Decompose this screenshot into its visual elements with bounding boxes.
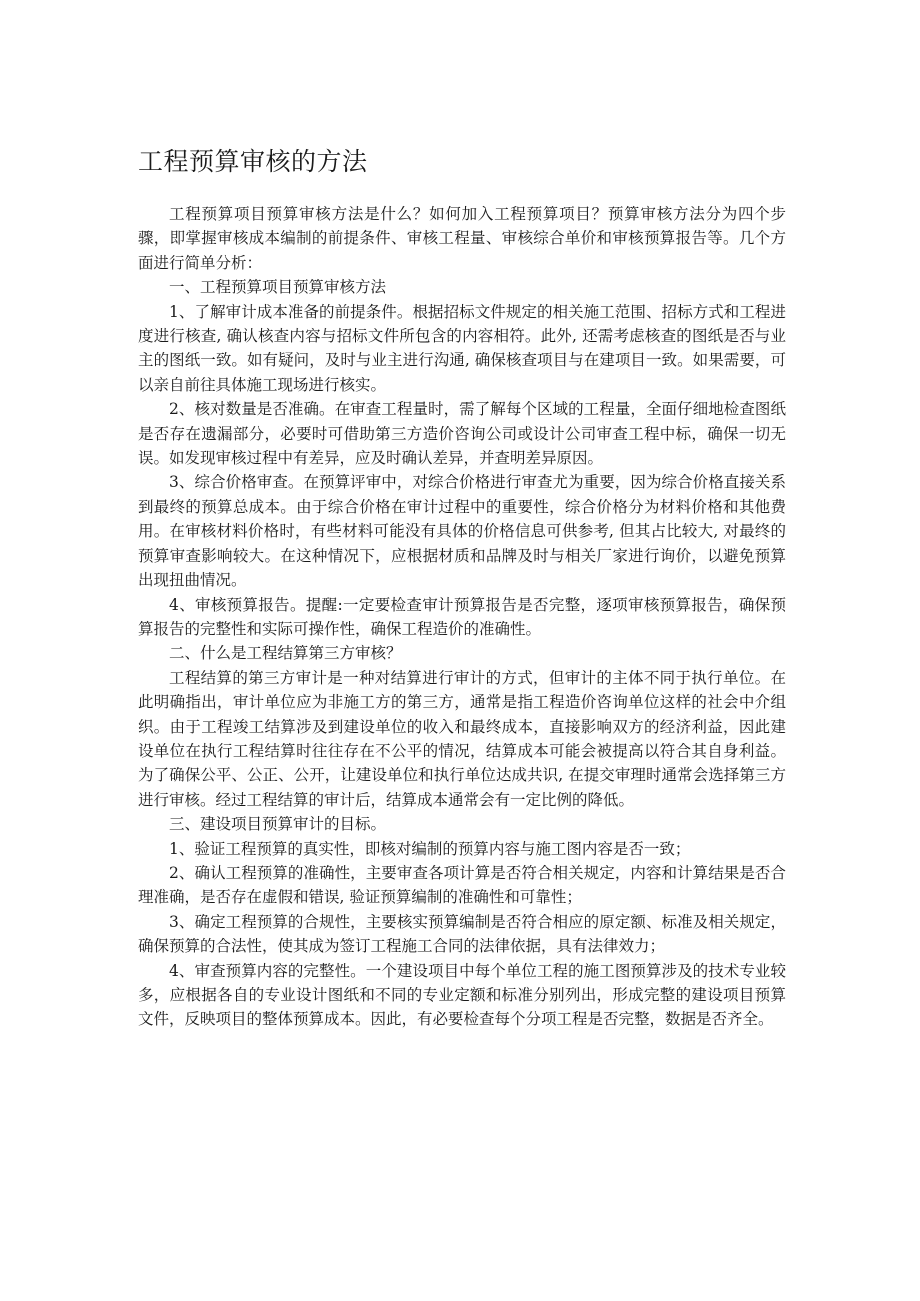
section-2-heading: 二、什么是工程结算第三方审核？ [169, 644, 402, 663]
document-title: 工程预算审核的方法 [138, 147, 368, 176]
section-1-item-3: 3、综合价格审查。在预算评审中，对综合价格进行审查尤为重要，因为综合价格直接关系到最终的预算总成本。由于综合价格在审计过程中的重要性，综合价格分为材料价格和其他费用。在审核材料价格时，有些材料可能没有具体的价格信息可供参考, 但其占比较大, 对最终的预算审查影响较大。在这种情况下，应根据材质和品牌及时与相关厂家进行询价，以避免预算出现扭曲情况。 [138, 473, 786, 590]
section-2-body: 工程结算的第三方审计是一种对结算进行审计的方式，但审计的主体不同于执行单位。在此明确指出，审计单位应为非施工方的第三方，通常是指工程造价咨询单位这样的社会中介组织。由于工程竣工结算涉及到建设单位的收入和最终成本，直接影响双方的经济利益，因此建设单位在执行工程结算时往往存在不公平的情况，结算成本可能会被提高以符合其自身利益。为了确保公平、公正、公开，让建设单位和执行单位达成共识, 在提交审理时通常会选择第三方进行审核。经过工程结算的审计后，结算成本通常会有一定比例的降低。 [138, 668, 786, 809]
section-3-item-2: 2、确认工程预算的准确性，主要审查各项计算是否符合相关规定，内容和计算结果是否合理准确，是否存在虚假和错误, 验证预算编制的准确性和可靠性； [138, 863, 786, 907]
section-3-item-3: 3、确定工程预算的合规性，主要核实预算编制是否符合相应的原定额、标准及相关规定，确保预算的合法性，使其成为签订工程施工合同的法律依据，具有法律效力； [138, 912, 786, 956]
section-1-item-4: 4、审核预算报告。提醒:一定要检查审计预算报告是否完整，逐项审核预算报告，确保预算报告的完整性和实际可操作性，确保工程造价的准确性。 [138, 595, 786, 638]
document-page [138, 144, 786, 1032]
section-1-item-1: 1、了解审计成本准备的前提条件。根据招标文件规定的相关施工范围、招标方式和工程进度进行核查, 确认核查内容与招标文件所包含的内容相符。此外, 还需考虑核查的图纸是否与业主的图纸一致。如有疑问，及时与业主进行沟通, 确保核查项目与在建项目一致。如果需要，可以亲自前往具体施工现场进行核实。 [138, 302, 786, 394]
section-1-item-2: 2、核对数量是否准确。在审查工程量时，需了解每个区域的工程量，全面仔细地检查图纸是否存在遗漏部分，必要时可借助第三方造价咨询公司或设计公司审查工程中标，确保一切无误。如发现审核过程中有差异，应及时确认差异，并查明差异原因。 [138, 400, 786, 468]
intro-paragraph: 工程预算项目预算审核方法是什么？如何加入工程预算项目？预算审核方法分为四个步骤，即掌握审核成本编制的前提条件、审核工程量、审核综合单价和审核预算报告等。几个方面进行简单分析： [138, 205, 786, 272]
section-3-heading: 三、建设项目预算审计的目标。 [169, 815, 387, 834]
section-3-item-1: 1、验证工程预算的真实性，即核对编制的预算内容与施工图内容是否一致； [169, 839, 691, 858]
section-1-heading: 一、工程预算项目预算审核方法 [169, 278, 387, 297]
section-3-item-4: 4、审查预算内容的完整性。一个建设项目中每个单位工程的施工图预算涉及的技术专业较多，应根据各自的专业设计图纸和不同的专业定额和标准分别列出，形成完整的建设项目预算文件，反映项目的整体预算成本。因此，有必要检查每个分项工程是否完整，数据是否齐全。 [138, 961, 786, 1029]
